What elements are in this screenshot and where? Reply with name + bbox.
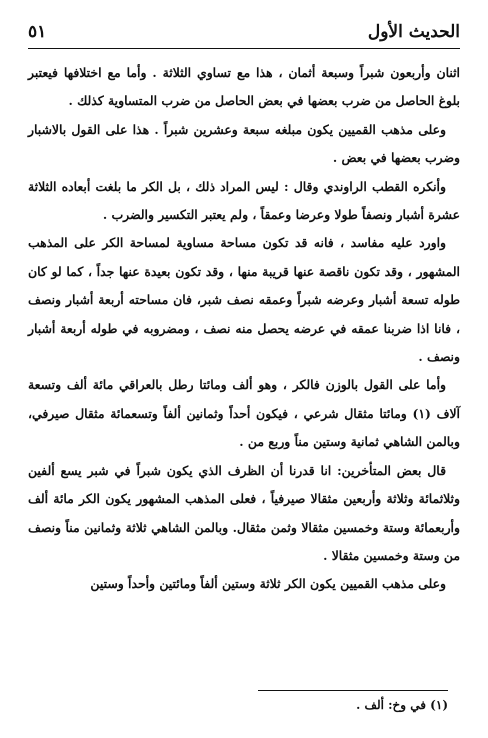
footnote: (١) في وخ: ألف . bbox=[356, 698, 448, 712]
paragraph: واورد عليه مفاسد ، فانه قد تكون مساحة مساوية لمساحة الكر على المذهب المشهور ، وقد تكون ناقصة عنها قريبة منها ، وقد تكون بعيدة عنها جداً ، كما لو كان طوله تسعة أشبار وعرضه شبراً وعمقه نصف شبر، فان مساحته أربعة أشبار ونصف ، فانا اذا ضربنا عمقه في عرضه يحصل منه نصف ، ومضروبه في طوله أربعة أشبار ونصف . bbox=[28, 235, 460, 365]
paragraph: اثنان وأربعون شبراً وسبعة أثمان ، هذا مع تساوي الثلاثة . وأما مع اختلافها فيعتبر بلوغ الحاصل من ضرب بعضها في بعض الحاصل من ضرب المتساوية كذلك . bbox=[28, 65, 460, 109]
page-number: ٥١ bbox=[28, 22, 47, 42]
footnote-rule bbox=[258, 690, 448, 691]
body-text bbox=[28, 59, 460, 599]
header-rule bbox=[28, 48, 460, 49]
paragraph: وأما على القول بالوزن فالكر ، وهو ألف ومائتا رطل بالعراقي مائة ألف وتسعة آلاف (١) ومائتا مثقال شرعي ، فيكون أحداً وثمانين ألفاً وتسعمائة مثقال صيرفي، وبالمن الشاهي ثمانية وستين مناً وربع من . bbox=[28, 377, 460, 450]
paragraph: قال بعض المتأخرين: انا قدرنا أن الظرف الذي يكون شبراً في شبر يسع ألفين وثلاثمائة وثلاثة وأربعين مثقالا صيرفياً ، فعلى المذهب المشهور يكون الكر مائة ألف وأربعمائة وستة وخمسين مثقالا وثمن مثقال. وبالمن الشاهي ثلاثة وثمانين مناً ونصف من وستة وخمسين مثقالا . bbox=[28, 462, 460, 563]
paragraph: وعلى مذهب القميين يكون مبلغه سبعة وعشرين شبراً . هذا على القول بالاشبار وضرب بعضها في بعض . bbox=[28, 121, 460, 166]
running-title: الحديث الأول bbox=[367, 22, 460, 42]
paragraph: وعلى مذهب القميين يكون الكر ثلاثة وستين ألفاً ومائتين وأحداً وستين bbox=[90, 576, 446, 592]
paragraph: وأنكره القطب الراوندي وقال : ليس المراد ذلك ، بل الكر ما بلغت أبعاده الثلاثة عشرة أشبار ونصفاً طولا وعرضا وعمقاً ، ولم يعتبر التكسير والضرب . bbox=[28, 178, 460, 223]
page-header bbox=[28, 18, 460, 46]
